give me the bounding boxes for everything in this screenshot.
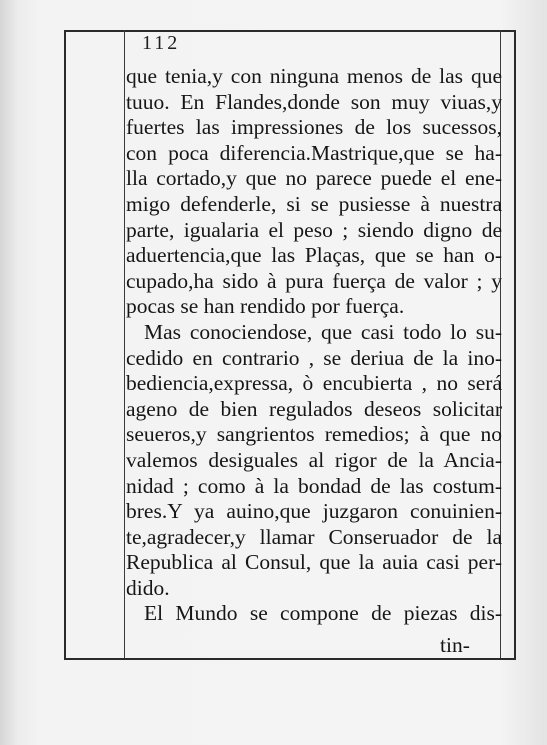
text-line: dido.: [126, 575, 170, 600]
text-line: cedido en contrario , se deriua de la ino-: [126, 345, 502, 370]
text-line: nidad ; como à la bondad de las costum-: [126, 473, 502, 498]
text-line: migo defenderle, si se pusiesse à nuestra: [126, 191, 502, 216]
text-line: parte, igualaria el peso ; siendo digno de: [126, 217, 502, 242]
text-line: tuuo. En Flandes,donde son muy viuas,y: [126, 89, 502, 114]
text-line: pocas se han rendido por fuerça.: [126, 294, 405, 319]
inner-margin-rule-left: [124, 30, 125, 658]
text-line: Republica al Consul, que la auia casi per-: [126, 550, 502, 575]
catchword: tin-: [440, 633, 470, 657]
text-line: aduertencia,que las Plaças, que se han o-: [126, 243, 502, 268]
text-line: seueros,y sangrientos remedios; à que no: [126, 422, 502, 447]
text-line: bres.Y ya auino,que juzgaron conuinien-: [126, 499, 502, 524]
text-line: valemos desiguales al rigor de la Ancia-: [126, 447, 502, 472]
paragraph-start-line: El Mundo se compone de piezas dis-: [144, 601, 502, 626]
text-line: te,agradecer,y llamar Conseruador de la: [126, 524, 502, 549]
text-line: fuertes las impressiones de los sucessos,: [126, 115, 502, 140]
text-line: ageno de bien regulados deseos solicitar: [126, 396, 502, 421]
paragraph-start-line: Mas conociendose, que casi todo lo su-: [144, 319, 502, 344]
page-number: 112: [142, 32, 181, 54]
text-line: cupado,ha sido à pura fuerça de valor ; y: [126, 268, 502, 293]
text-line: bediencia,expressa, ò encubierta , no será: [126, 371, 502, 396]
text-line: con poca diferencia.Mastrique,que se ha-: [126, 140, 502, 165]
text-line: que tenia,y con ninguna menos de las que: [126, 64, 502, 88]
text-line: lla cortado,y que no parece puede el ene-: [126, 166, 502, 191]
body-text: [126, 64, 502, 627]
